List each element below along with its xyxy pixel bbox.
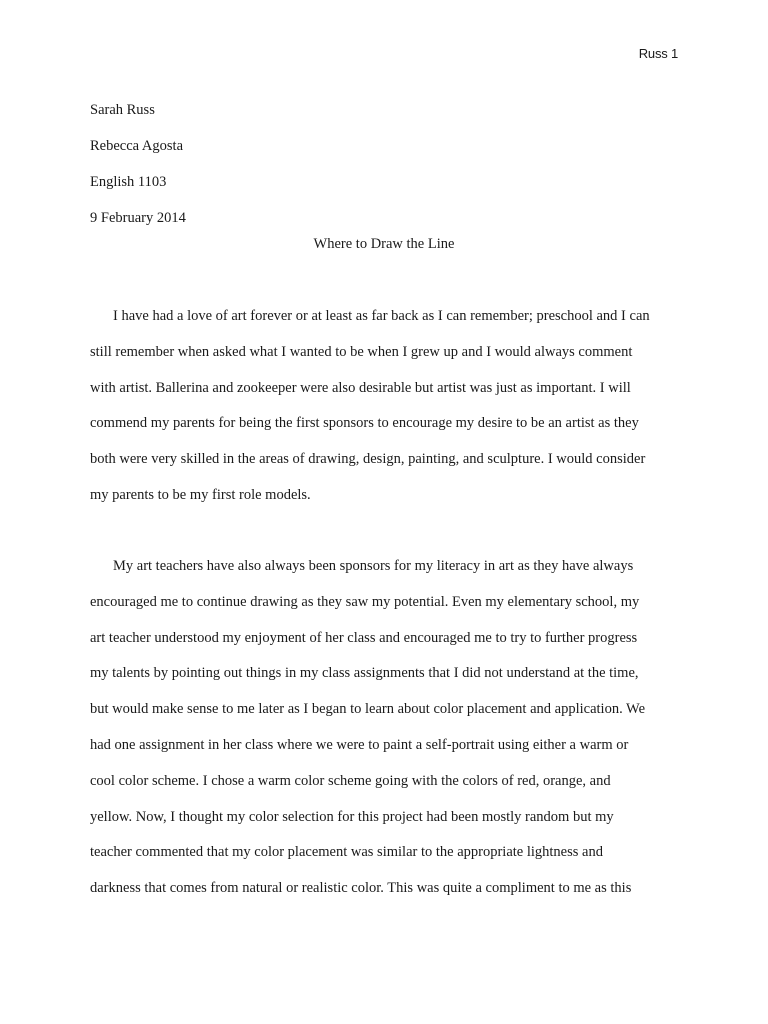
paragraph-line: art teacher understood my enjoyment of her class and encouraged me to try to further progress bbox=[90, 629, 638, 646]
essay-date: 9 February 2014 bbox=[90, 210, 186, 226]
paragraph-line: cool color scheme. I chose a warm color scheme going with the colors of red, orange, and bbox=[90, 772, 611, 789]
student-name: Sarah Russ bbox=[90, 102, 155, 118]
mla-header bbox=[90, 92, 680, 236]
essay-title: Where to Draw the Line bbox=[313, 236, 455, 252]
paragraph-2 bbox=[90, 556, 680, 914]
paragraph-line: had one assignment in her class where we were to paint a self-portrait using either a warm or bbox=[90, 736, 629, 753]
paragraph-line: teacher commented that my color placement was similar to the appropriate lightness and bbox=[90, 844, 603, 861]
paragraph-line: commend my parents for being the first sponsors to encourage my desire to be an artist as they bbox=[90, 415, 639, 432]
paragraph-line: My art teachers have also always been sponsors for my literacy in art as they have always bbox=[113, 558, 634, 574]
paragraph-line: darkness that comes from natural or realistic color. This was quite a compliment to me as this bbox=[90, 880, 632, 897]
paragraph-line: encouraged me to continue drawing as they saw my potential. Even my elementary school, my bbox=[90, 593, 640, 610]
paragraph-line: my talents by pointing out things in my class assignments that I did not understand at the time, bbox=[90, 665, 639, 682]
instructor-name: Rebecca Agosta bbox=[90, 138, 184, 154]
paragraph-line: with artist. Ballerina and zookeeper were also desirable but artist was just as important. I will bbox=[90, 379, 631, 396]
paragraph-1 bbox=[90, 306, 680, 521]
paragraph-line: my parents to be my first role models. bbox=[90, 486, 311, 503]
paragraph-line: I have had a love of art forever or at least as far back as I can remember; preschool and I can bbox=[113, 308, 650, 324]
running-head: Russ 1 bbox=[638, 46, 678, 61]
paragraph-line: both were very skilled in the areas of drawing, design, painting, and sculpture. I would consider bbox=[90, 451, 646, 468]
paragraph-line: but would make sense to me later as I began to learn about color placement and application. We bbox=[90, 701, 646, 718]
paragraph-line: still remember when asked what I wanted to be when I grew up and I would always comment bbox=[90, 343, 633, 360]
course-name: English 1103 bbox=[90, 174, 167, 190]
paragraph-line: yellow. Now, I thought my color selection for this project had been mostly random but my bbox=[90, 808, 614, 825]
